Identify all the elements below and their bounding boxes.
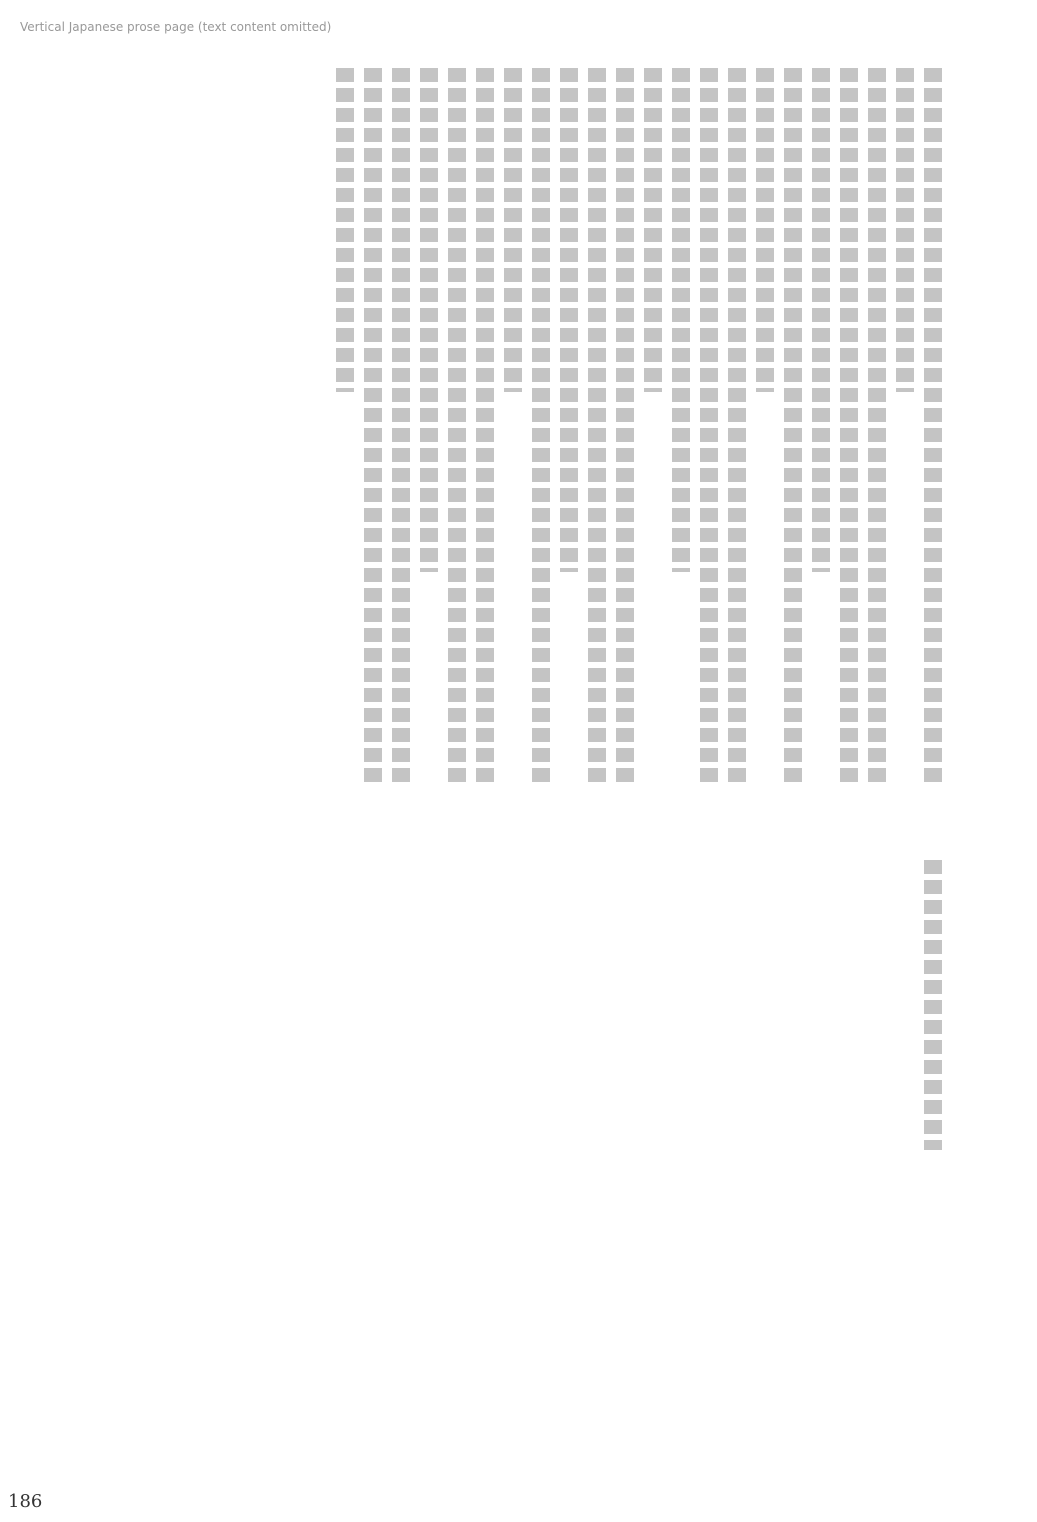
text-column	[784, 68, 802, 788]
text-column	[812, 68, 830, 572]
vertical-text-block	[102, 68, 942, 788]
text-column	[532, 68, 550, 788]
text-column	[644, 68, 662, 392]
text-column	[700, 68, 718, 788]
text-column	[364, 68, 382, 788]
text-column	[392, 68, 410, 788]
text-column	[476, 68, 494, 788]
text-column	[672, 68, 690, 572]
text-column	[840, 68, 858, 788]
text-column	[588, 68, 606, 788]
text-column	[868, 68, 886, 788]
text-column	[616, 68, 634, 788]
vertical-text-line	[924, 860, 942, 1150]
text-column	[728, 68, 746, 788]
text-column	[336, 68, 354, 392]
content-note: Vertical Japanese prose page (text content omitted)	[20, 20, 332, 34]
text-column	[896, 68, 914, 392]
text-column	[420, 68, 438, 572]
page-number: 186	[8, 1491, 43, 1512]
text-column	[448, 68, 466, 788]
text-column	[504, 68, 522, 392]
text-column	[756, 68, 774, 392]
text-column	[560, 68, 578, 572]
text-column	[924, 68, 942, 788]
